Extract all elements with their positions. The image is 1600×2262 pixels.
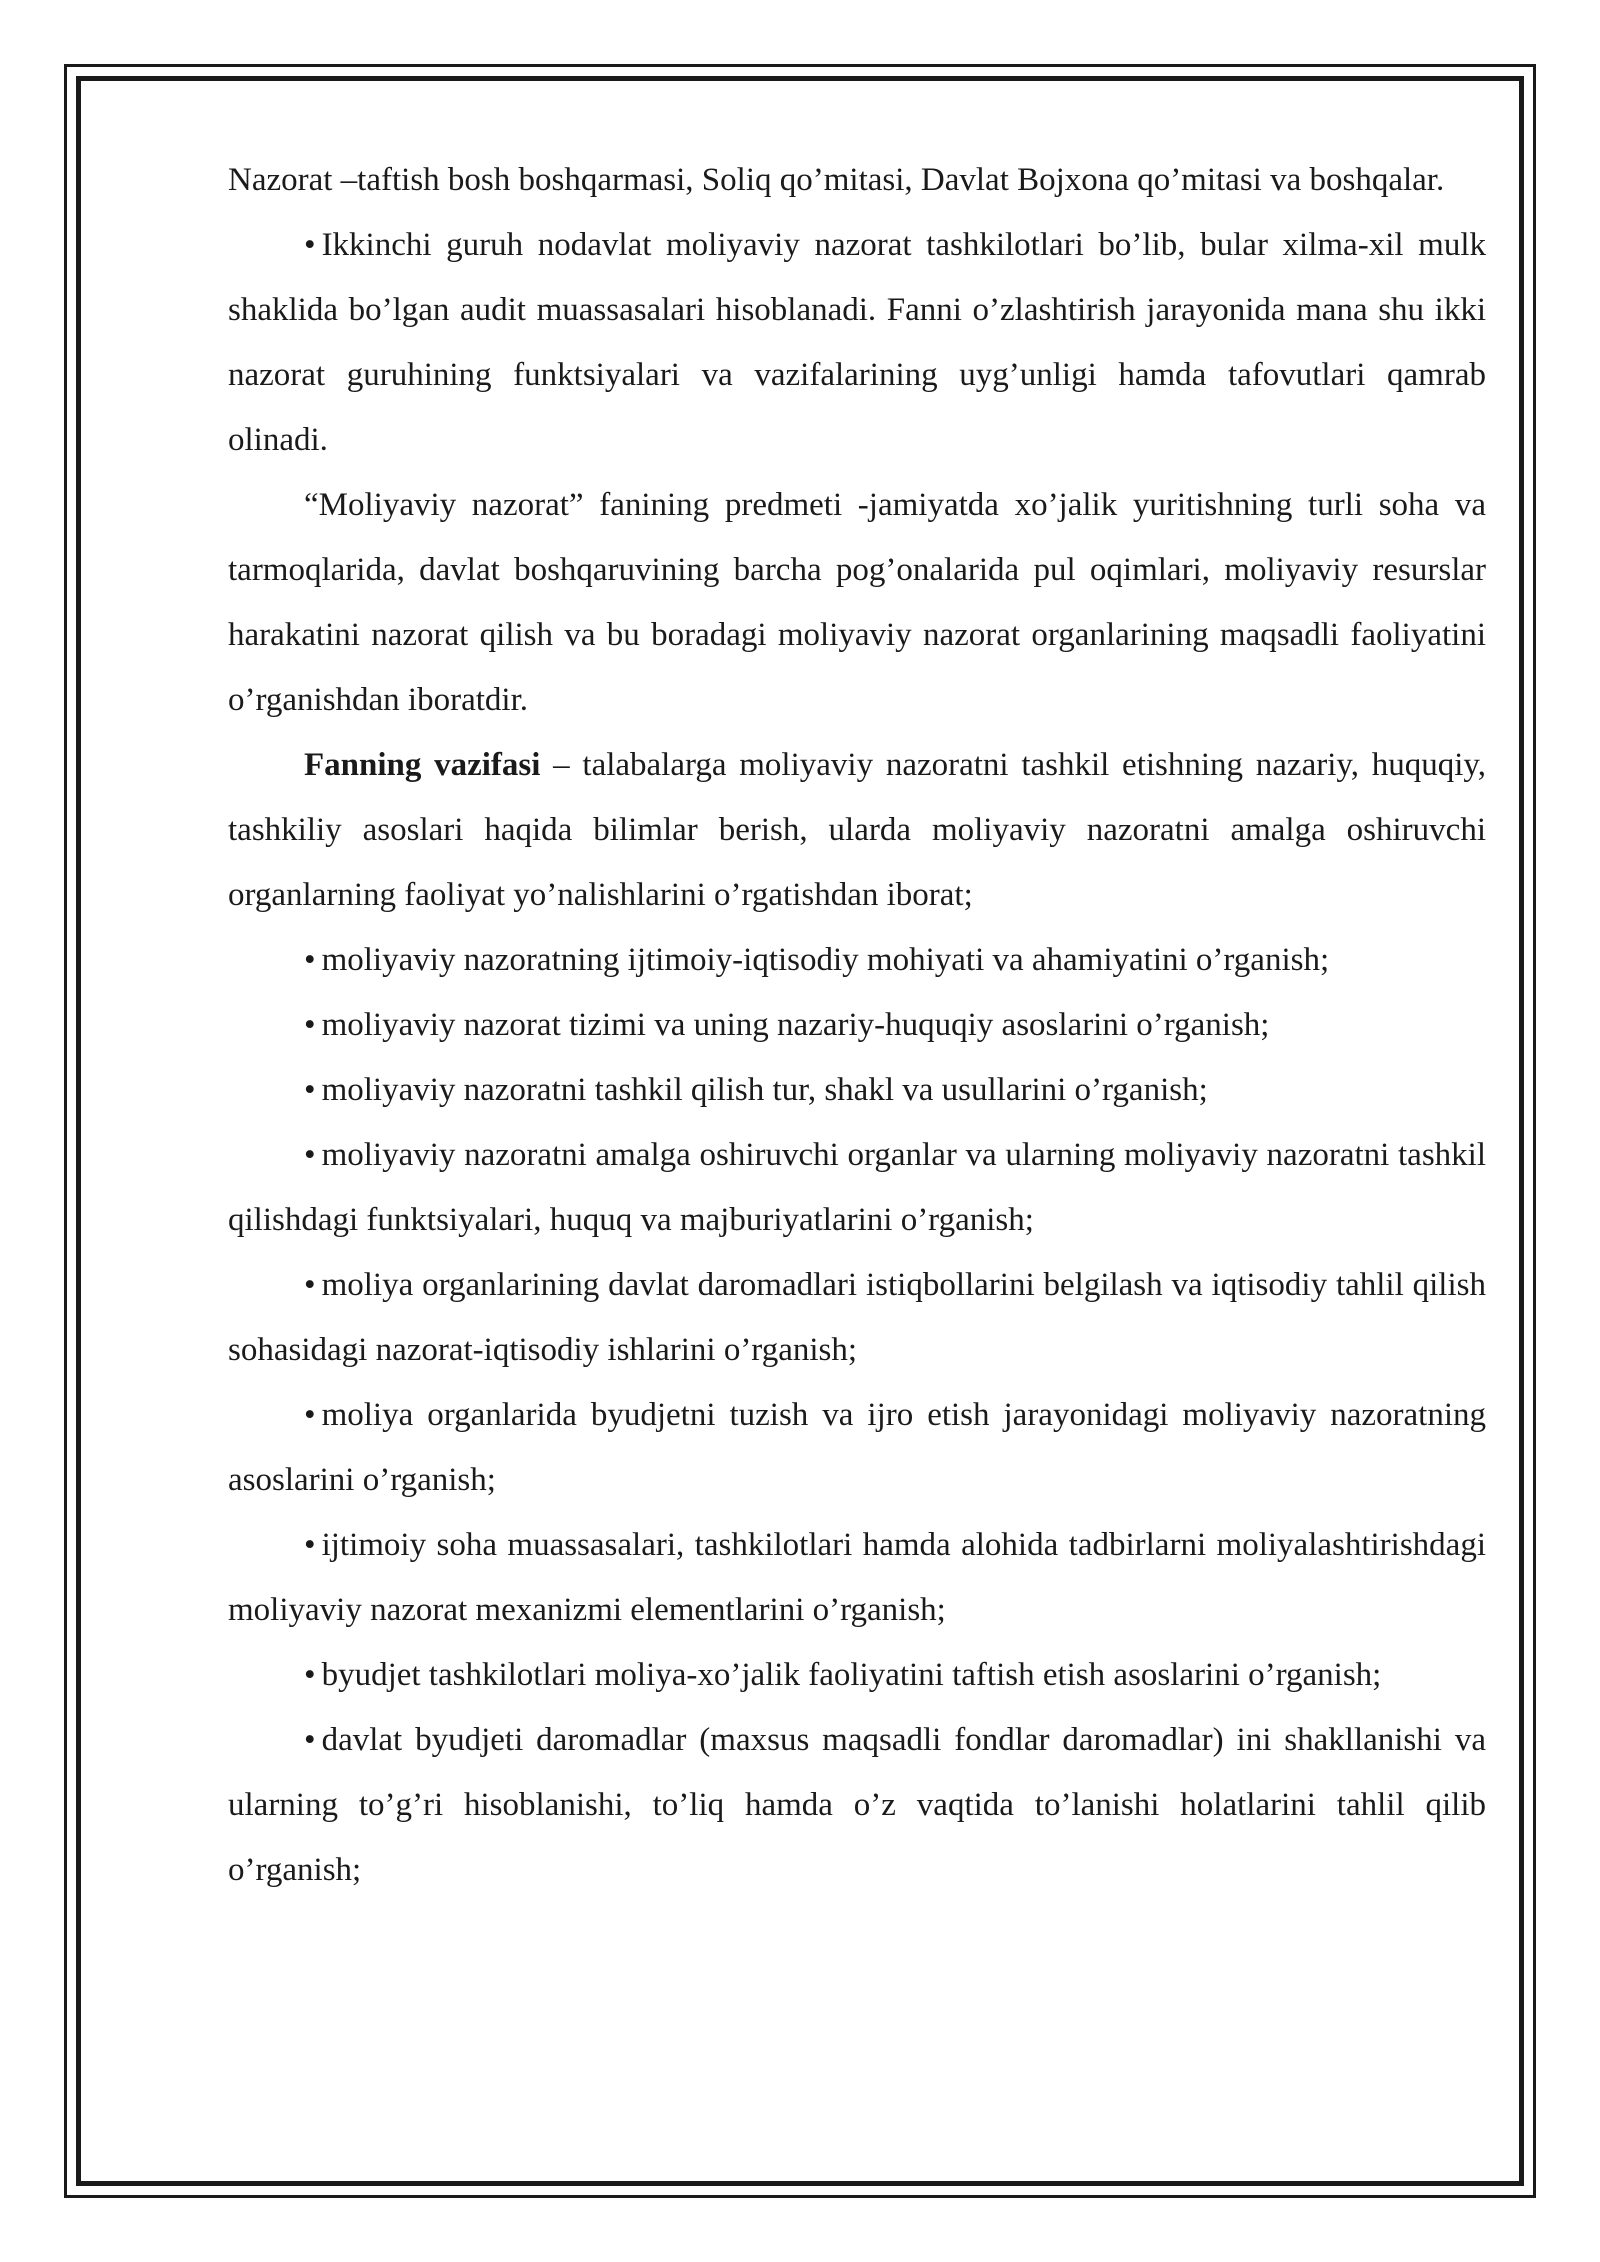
list-item bbox=[228, 1383, 1486, 1513]
list-item bbox=[228, 1058, 1486, 1123]
bullet-icon: • bbox=[304, 942, 316, 978]
bullet-icon: • bbox=[304, 1722, 316, 1758]
paragraph-text: – talabalarga moliyaviy nazoratni tashkil etishning nazariy, huquqiy, tashkiliy asoslari haqida bilimlar berish, ularda moliyaviy nazoratni amalga oshiruvchi organlarning faoliyat yo’nalishlarini o’rgatishdan iborat; bbox=[228, 747, 1486, 913]
list-item-text: moliyaviy nazoratning ijtimoiy-iqtisodiy mohiyati va ahamiyatini o’rganish; bbox=[321, 942, 1330, 978]
bold-term: Fanning vazifasi bbox=[304, 747, 541, 783]
bullet-icon: • bbox=[304, 1072, 316, 1108]
paragraph bbox=[228, 148, 1486, 213]
list-item-text: moliyaviy nazoratni tashkil qilish tur, shakl va usullarini o’rganish; bbox=[321, 1072, 1208, 1108]
list-item-text: ijtimoiy soha muassasalari, tashkilotlari hamda alohida tadbirlarni moliyalashtirishdagi moliyaviy nazorat mexanizmi elementlarini o’rganish; bbox=[228, 1527, 1486, 1628]
list-item-text: davlat byudjeti daromadlar (maxsus maqsadli fondlar daromadlar) ini shakllanishi va ularning to’g’ri hisoblanishi, to’liq hamda o’z vaqtida to’lanishi holatlarini tahlil qilib o’rganish; bbox=[228, 1722, 1486, 1888]
paragraph bbox=[228, 733, 1486, 928]
list-item bbox=[228, 1643, 1486, 1708]
bullet-icon: • bbox=[304, 1657, 316, 1693]
bullet-icon: • bbox=[304, 1397, 316, 1433]
bullet-icon: • bbox=[304, 227, 316, 263]
document-body bbox=[228, 148, 1486, 1903]
list-item bbox=[228, 928, 1486, 993]
list-item bbox=[228, 1253, 1486, 1383]
list-item bbox=[228, 1708, 1486, 1903]
bullet-icon: • bbox=[304, 1137, 316, 1173]
bullet-icon: • bbox=[304, 1527, 316, 1563]
list-item-text: moliya organlarining davlat daromadlari istiqbollarini belgilash va iqtisodiy tahlil qilish sohasidagi nazorat-iqtisodiy ishlarini o’rganish; bbox=[228, 1267, 1486, 1368]
paragraph-text: Ikkinchi guruh nodavlat moliyaviy nazorat tashkilotlari bo’lib, bular xilma-xil mulk shaklida bo’lgan audit muassasalari hisoblanadi. Fanni o’zlashtirish jarayonida mana shu ikki nazorat guruhining funktsiyalari va vazifalarining uyg’unligi hamda tafovutlari qamrab olinadi. bbox=[228, 227, 1486, 458]
list-item bbox=[228, 1123, 1486, 1253]
paragraph-text: “Moliyaviy nazorat” fanining predmeti -jamiyatda xo’jalik yuritishning turli soha va tarmoqlarida, davlat boshqaruvining barcha pog’onalarida pul oqimlari, moliyaviy resurslar harakatini nazorat qilish va bu boradagi moliyaviy nazorat organlarining maqsadli faoliyatini o’rganishdan iboratdir. bbox=[228, 487, 1486, 718]
list-item bbox=[228, 993, 1486, 1058]
bullet-icon: • bbox=[304, 1267, 316, 1303]
list-item-text: moliya organlarida byudjetni tuzish va ijro etish jarayonidagi moliyaviy nazoratning asoslarini o’rganish; bbox=[228, 1397, 1486, 1498]
list-item-text: byudjet tashkilotlari moliya-xo’jalik faoliyatini taftish etish asoslarini o’rganish; bbox=[321, 1657, 1382, 1693]
list-item-text: moliyaviy nazorat tizimi va uning nazariy-huquqiy asoslarini o’rganish; bbox=[321, 1007, 1270, 1043]
bullet-icon: • bbox=[304, 1007, 316, 1043]
list-item-text: moliyaviy nazoratni amalga oshiruvchi organlar va ularning moliyaviy nazoratni tashkil qilishdagi funktsiyalari, huquq va majburiyatlarini o’rganish; bbox=[228, 1137, 1486, 1238]
paragraph-text: Nazorat –taftish bosh boshqarmasi, Soliq qo’mitasi, Davlat Bojxona qo’mitasi va boshqalar. bbox=[228, 162, 1445, 198]
list-item bbox=[228, 1513, 1486, 1643]
bullet-paragraph bbox=[228, 213, 1486, 473]
paragraph bbox=[228, 473, 1486, 733]
